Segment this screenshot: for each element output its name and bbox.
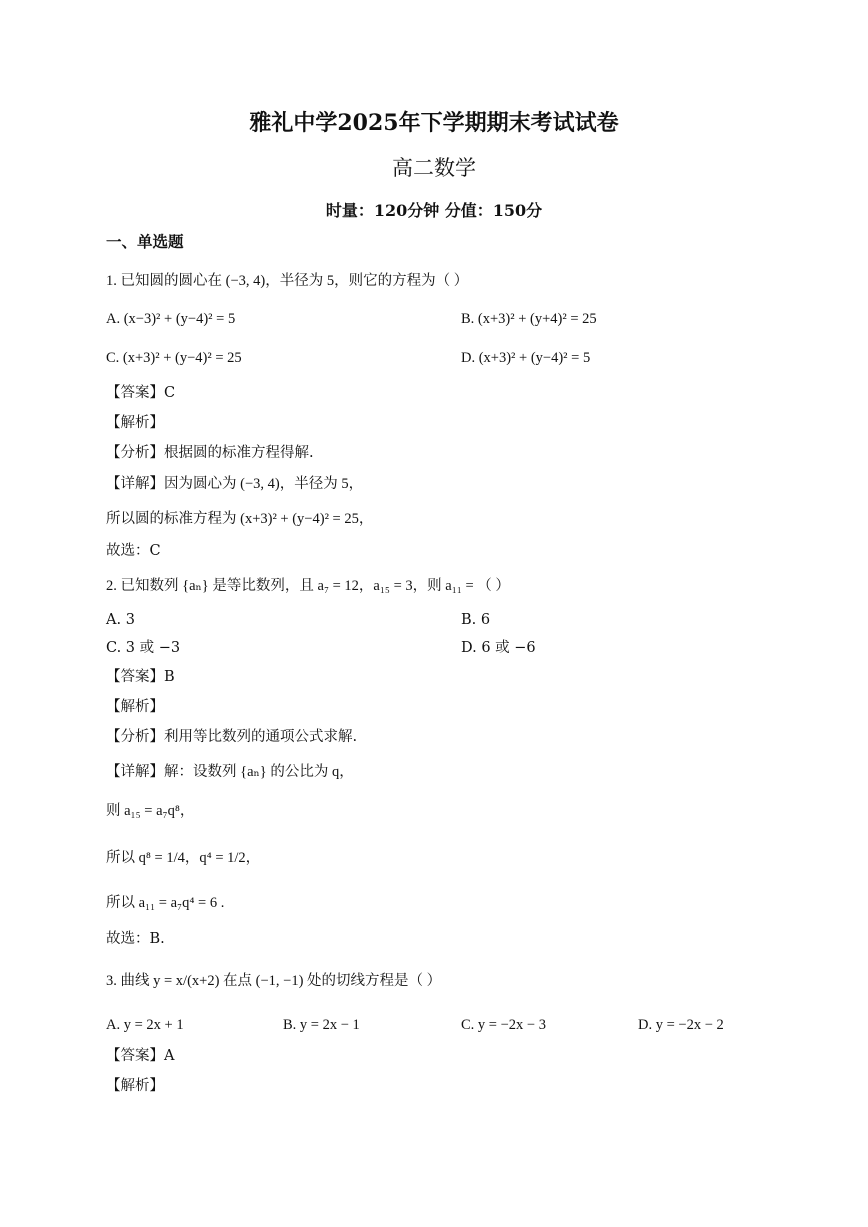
question-1-xiangjie: 【详解】因为圆心为 (−3, 4)，半径为 5， — [106, 476, 364, 492]
question-3-option-b: B. y = 2x − 1 — [283, 1017, 360, 1033]
question-2-analysis-label: 【解析】 — [106, 699, 164, 715]
question-3-stem: 3. 曲线 y = x/(x+2) 在点 (−1, −1) 处的切线方程是（ ） — [106, 973, 442, 989]
question-1-analysis-label: 【解析】 — [106, 415, 164, 431]
question-2-option-a: A. 3 — [106, 612, 135, 628]
question-2-option-d: D. 6 或 −6 — [461, 640, 536, 656]
question-2-step-1: 则 a₁₅ = a₇q⁸， — [106, 803, 195, 819]
section-heading: 一、单选题 — [106, 232, 184, 251]
question-2-answer: 【答案】B — [106, 669, 175, 685]
question-1-answer: 【答案】C — [106, 385, 176, 401]
question-2-option-b: B. 6 — [461, 612, 491, 628]
question-1-fenxi: 【分析】根据圆的标准方程得解. — [106, 445, 314, 461]
question-2-conclusion: 故选：B. — [106, 931, 165, 947]
question-2-fenxi: 【分析】利用等比数列的通项公式求解. — [106, 729, 358, 745]
question-2-option-c: C. 3 或 −3 — [106, 640, 181, 656]
question-1-option-d: D. (x+3)² + (y−4)² = 5 — [461, 350, 591, 366]
question-2-step-2: 所以 q⁸ = 1/4，q⁴ = 1/2， — [106, 850, 261, 866]
exam-subject: 高二数学 — [392, 156, 476, 180]
question-2-step-3: 所以 a₁₁ = a₇q⁴ = 6 . — [106, 895, 225, 911]
question-1-option-b: B. (x+3)² + (y+4)² = 25 — [461, 311, 597, 327]
question-3-answer: 【答案】A — [106, 1048, 175, 1064]
question-3-option-d: D. y = −2x − 2 — [638, 1017, 724, 1033]
exam-meta: 时量：120分钟 分值：150分 — [325, 201, 543, 220]
question-2-stem: 2. 已知数列 {aₙ} 是等比数列，且 a₇ = 12，a₁₅ = 3，则 a₁₁ = （ ） — [106, 578, 510, 594]
exam-title: 雅礼中学2025年下学期期末考试试卷 — [249, 110, 619, 136]
question-3-option-c: C. y = −2x − 3 — [461, 1017, 546, 1033]
question-1-option-a: A. (x−3)² + (y−4)² = 5 — [106, 311, 236, 327]
question-3-option-a: A. y = 2x + 1 — [106, 1017, 184, 1033]
question-1-option-c: C. (x+3)² + (y−4)² = 25 — [106, 350, 242, 366]
question-2-xiangjie: 【详解】解：设数列 {aₙ} 的公比为 q， — [106, 764, 354, 780]
question-1-step-1: 所以圆的标准方程为 (x+3)² + (y−4)² = 25， — [106, 511, 374, 527]
question-3-analysis-label: 【解析】 — [106, 1078, 164, 1094]
question-1-conclusion: 故选：C — [106, 543, 161, 559]
question-1-stem: 1. 已知圆的圆心在 (−3, 4)，半径为 5，则它的方程为（ ） — [106, 273, 469, 289]
